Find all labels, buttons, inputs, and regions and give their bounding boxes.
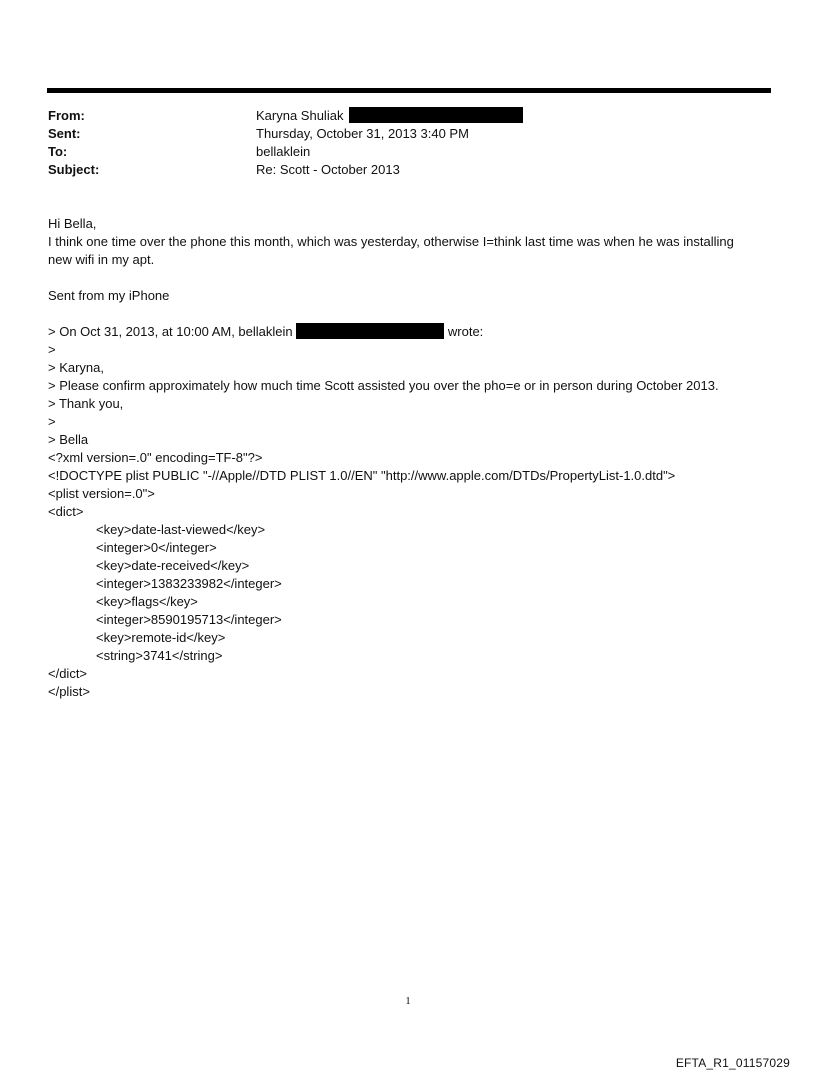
- plist-entry: <string>3741</string>: [96, 648, 223, 663]
- quote-line: > Please confirm approximately how much time Scott assisted you over the pho=e or in person during October 2013.: [48, 378, 719, 393]
- quote-line: > Karyna,: [48, 360, 105, 375]
- quote-line: >: [48, 414, 56, 429]
- body-line-2: new wifi in my apt.: [48, 252, 155, 267]
- dict-close: </dict>: [48, 666, 88, 681]
- plist-xml-declaration: <?xml version=.0" encoding=TF-8"?>: [48, 450, 263, 465]
- body-line-1: I think one time over the phone this month, which was yesterday, otherwise I=think last time was when he was installing: [48, 234, 734, 249]
- subject-label: Subject:: [48, 162, 100, 177]
- quote-line: > Thank you,: [48, 396, 124, 411]
- page-number: 1: [405, 995, 411, 1007]
- plist-open: <plist version=.0">: [48, 486, 155, 501]
- quote-line: > Bella: [48, 432, 89, 447]
- to-value: bellaklein: [256, 144, 311, 159]
- plist-entry: <key>remote-id</key>: [96, 630, 226, 645]
- quote-intro-text: > On Oct 31, 2013, at 10:00 AM, bellaklein: [48, 324, 293, 339]
- plist-entry: <integer>0</integer>: [96, 540, 217, 555]
- plist-entry: <key>flags</key>: [96, 594, 198, 609]
- redaction-box: [296, 323, 444, 339]
- signature: Sent from my iPhone: [48, 288, 170, 303]
- plist-doctype: <!DOCTYPE plist PUBLIC "-//Apple//DTD PLIST 1.0//EN" "http://www.apple.com/DTDs/PropertyList-1.0.dtd">: [48, 468, 676, 483]
- sent-value: Thursday, October 31, 2013 3:40 PM: [256, 126, 469, 141]
- sender-name: Karyna Shuliak: [256, 108, 344, 123]
- quote-intro: [48, 323, 774, 341]
- quote-line: >: [48, 342, 56, 357]
- plist-close: </plist>: [48, 684, 90, 699]
- plist-entry: <key>date-last-viewed</key>: [96, 522, 266, 537]
- plist-entry: <key>date-received</key>: [96, 558, 250, 573]
- plist-entry: <integer>8590195713</integer>: [96, 612, 282, 627]
- redaction-box: [349, 107, 523, 123]
- header-rule: [47, 88, 771, 93]
- sent-label: Sent:: [48, 126, 81, 141]
- subject-value: Re: Scott - October 2013: [256, 162, 400, 177]
- greeting: Hi Bella,: [48, 216, 97, 231]
- plist-entry: <integer>1383233982</integer>: [96, 576, 282, 591]
- from-value: [256, 107, 523, 125]
- quote-intro-wrote: wrote:: [447, 324, 484, 339]
- from-label: From:: [48, 108, 85, 123]
- bates-number: EFTA_R1_01157029: [675, 1056, 790, 1070]
- to-label: To:: [48, 144, 68, 159]
- dict-open: <dict>: [48, 504, 84, 519]
